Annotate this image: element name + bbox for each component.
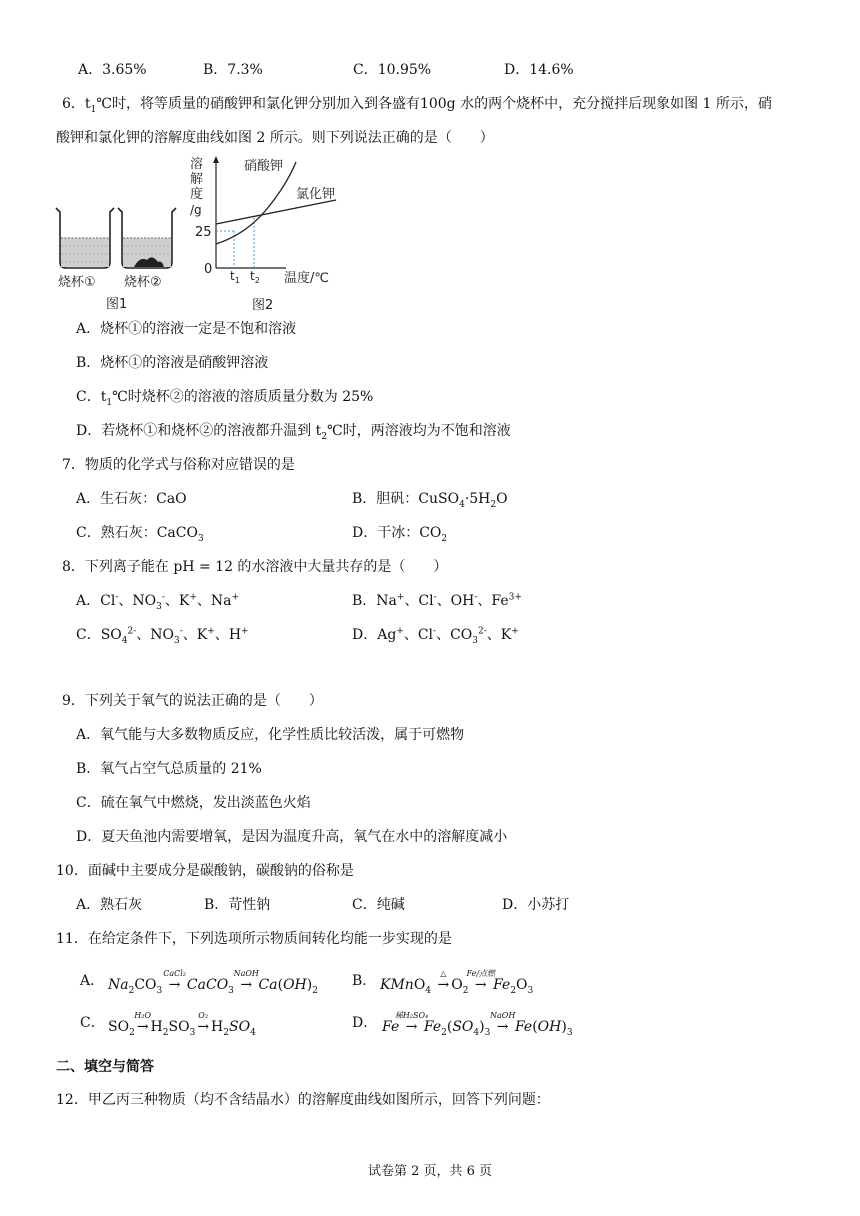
q7-stem: 7．物质的化学式与俗称对应错误的是 <box>62 457 295 473</box>
figure2-caption: 图2 <box>252 298 274 313</box>
beaker2-icon <box>118 208 176 268</box>
q8-option-a: A．Cl-、$NO_3^-$、K+、Na+ <box>76 592 240 612</box>
q9-option-d: D．夏天鱼池内需要增氧，是因为温度升高，氧气在水中的溶解度减小 <box>76 829 508 845</box>
q9-option-a: A．氧气能与大多数物质反应，化学性质比较活泼，属于可燃物 <box>76 727 465 743</box>
beaker1-icon <box>56 208 114 268</box>
q10-option-a: A．熟石灰 <box>76 897 143 913</box>
q12-stem: 12．甲乙丙三种物质（均不含结晶水）的溶解度曲线如图所示，回答下列问题： <box>56 1092 550 1108</box>
q9-stem: 9．下列关于氧气的说法正确的是（ ） <box>62 693 323 709</box>
q10-option-d: D．小苏打 <box>502 897 570 913</box>
q11-option-b-reaction: KMnO$_4$ △ → $O_2$ Fe/点燃 → $Fe_2O_3$ <box>380 969 534 996</box>
figure1-caption: 图1 <box>106 297 128 312</box>
fig2-kno3-curve <box>216 162 296 244</box>
q6-option-c: C．$t_1℃$时烧杯②的溶液的溶质质量分数为 25% <box>76 389 374 408</box>
fig2-ylabel-3: 度 <box>190 187 204 202</box>
beaker2-label: 烧杯② <box>124 275 162 290</box>
fig2-ylabel-2: 解 <box>190 172 204 187</box>
fig2-ylabel-1: 溶 <box>190 157 204 172</box>
q8-option-d: D．Ag+、Cl-、$CO_3^{2-}$、K+ <box>352 626 519 646</box>
q7-option-c: C．熟石灰：CaCO$_3$ <box>76 525 204 544</box>
q10-stem-text: 10．面碱中主要成分是碳酸钠，碳酸钠的俗称是 <box>56 863 354 879</box>
q8-option-b: B．Na+、Cl-、OH-、$Fe^{3+}$ <box>352 592 522 609</box>
q5-option-d: D．14.6% <box>504 62 574 78</box>
q8-stem: 8．下列离子能在 pH = 12 的水溶液中大量共存的是（ ） <box>62 559 448 575</box>
q11-option-c-reaction: $SO_2$ H₂O → $H_2SO_3$ O₂ → $H_2SO_4$ <box>108 1011 256 1038</box>
beaker1-label: 烧杯① <box>58 275 96 290</box>
q11-option-a-label: A． <box>80 973 105 989</box>
q6-option-b: B．烧杯①的溶液是硝酸钾溶液 <box>76 355 269 371</box>
fig2-ylabel-4: /g <box>190 203 202 217</box>
page-footer: 试卷第 2 页，共 6 页 <box>367 1164 493 1179</box>
q7-option-a: A．生石灰：CaO <box>76 491 187 507</box>
q6-stem-line2: 酸钾和氯化钾的溶解度曲线如图 2 所示。则下列说法正确的是（ ） <box>56 130 494 146</box>
q7-option-d: D．干冰：$CO_2$ <box>352 525 448 544</box>
q11-option-c-label: C． <box>80 1015 105 1031</box>
q11-option-b-label: B． <box>352 973 377 989</box>
q5-option-a: A．3.65% <box>78 62 147 78</box>
q6-option-d: D．若烧杯①和烧杯②的溶液都升温到 $t_2℃$时，两溶液均为不饱和溶液 <box>76 423 511 442</box>
fig2-kcl-curve <box>216 200 336 224</box>
q5-option-b: B．7.3% <box>203 62 263 78</box>
q7-option-b: B．胆矾：$CuSO_4\cdot 5H_2O$ <box>352 491 508 510</box>
q11-option-d-reaction: Fe 稀H₂SO₄ → $Fe_2(SO_4)_3$ NaOH → $Fe(OH)_3$ <box>382 1011 573 1038</box>
q6-stem-line1: 6．$t_1℃$时，将等质量的硝酸钾和氯化钾分别加入到各盛有100g 水的两个烧杯中，充分搅拌后现象如图 1 所示，硝 <box>62 96 772 115</box>
q5-option-c: C．10.95% <box>353 62 432 78</box>
q10-option-b: B．苛性钠 <box>204 897 271 913</box>
q6-option-a: A．烧杯①的溶液一定是不饱和溶液 <box>76 321 297 337</box>
q8-option-c: C．$SO_4^{2-}$、$NO_3^-$、K+、H+ <box>76 626 249 646</box>
fig2-tick-t1: $t_1$ <box>230 269 240 285</box>
q9-option-c: C．硫在氧气中燃烧，发出淡蓝色火焰 <box>76 795 311 811</box>
fig2-tick-25: 25 <box>195 225 212 240</box>
q11-stem: 11．在给定条件下，下列选项所示物质间转化均能一步实现的是 <box>56 931 452 947</box>
fig2-y-arrow <box>213 156 219 163</box>
fig2-origin: 0 <box>204 262 213 277</box>
q11-option-a-reaction: $Na_2CO_3$ CaCl₂ → CaCO$_3$ NaOH → $Ca(OH)_2$ <box>108 969 318 996</box>
fig2-label-kno3: 硝酸钾 <box>244 159 284 174</box>
q10-option-c: C．纯碱 <box>352 897 405 913</box>
fig2-label-kcl: 氯化钾 <box>296 187 336 202</box>
section2-title: 二、填空与简答 <box>56 1059 154 1075</box>
q9-option-b: B．氧气占空气总质量的 21% <box>76 761 262 777</box>
q6-figure2 <box>186 152 346 314</box>
q11-option-d-label: D． <box>352 1015 378 1031</box>
q6-figure1 <box>50 200 180 315</box>
fig2-tick-t2: $t_2$ <box>250 269 260 285</box>
fig2-xlabel: 温度/℃ <box>284 271 329 286</box>
